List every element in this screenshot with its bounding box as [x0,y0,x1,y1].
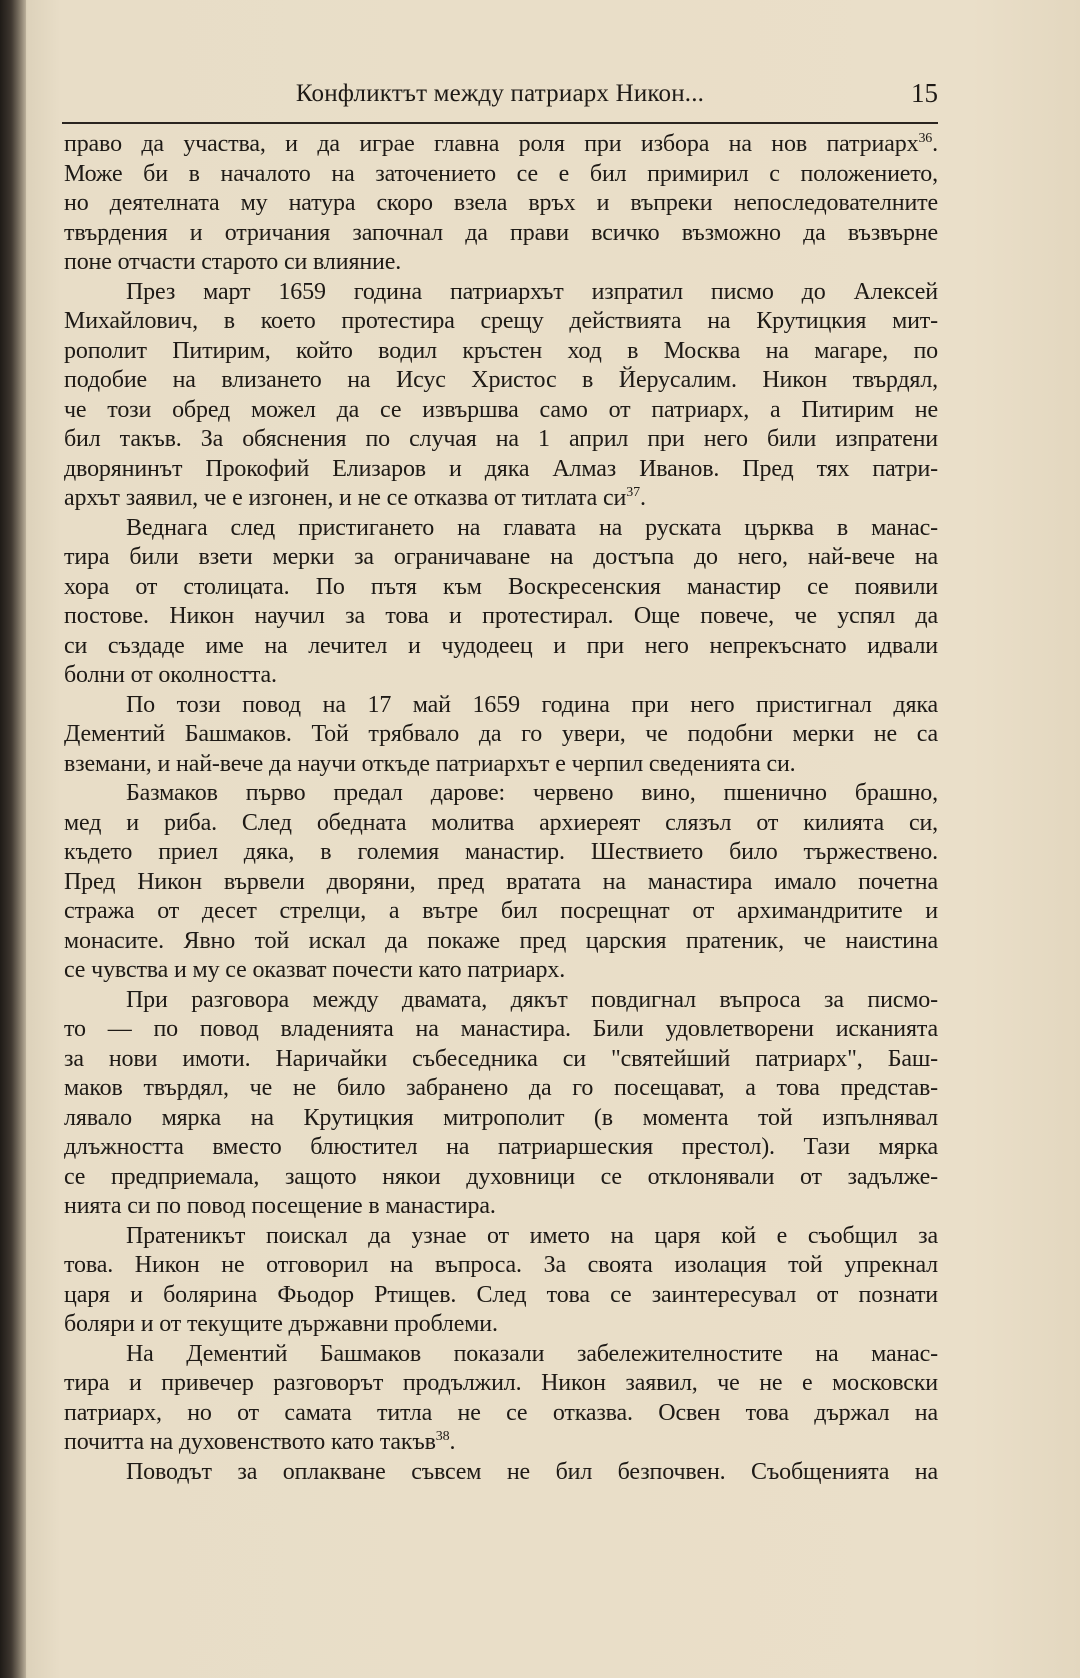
text-line-content: Михайлович, в което протестира срещу действията на Крутицкия мит- [64,308,938,334]
text-line [64,1399,938,1429]
text-line [64,809,938,839]
text-line-content: че този обред можел да се извършва само от патриарх, а Питирим не [64,396,938,423]
text-line-content: където приел дяка, в големия манастир. Шествието било тържествено. [64,839,938,865]
text-line [64,248,938,278]
text-line [64,720,938,750]
text-line [64,1281,938,1311]
text-line-content: царя и болярина Фьодор Ртищев. След това се заинтересувал от познати [64,1281,938,1308]
text-line [64,573,938,603]
text-line [64,956,938,986]
text-line [64,1015,938,1045]
text-line-content: Пратеникът поискал да узнае от името на царя кой е съобщил за [126,1222,938,1249]
running-title: Конфликтът между патриарх Никон... [295,80,705,107]
text-line-content: По този повод на 17 май 1659 година при него пристигнал дяка [126,691,938,718]
text-line [64,1133,938,1163]
text-line [64,160,938,190]
body-text [64,130,938,1630]
text-line [64,1163,938,1193]
text-line [64,307,938,337]
text-line [64,514,938,544]
text-line-content: за нови имоти. Наричайки събеседника си "святейший патриарх", Баш- [64,1045,938,1072]
text-line [64,691,938,721]
text-line [64,1104,938,1134]
trailing-punctuation: . [449,1429,456,1455]
text-line-content: бил такъв. За обяснения по случая на 1 април при него били изпратени [64,426,938,452]
text-line-content: нията си по повод посещение в манастира. [64,1193,496,1219]
footnote-ref: 36 [918,131,933,146]
text-line [64,1428,938,1458]
text-line-content: дворянинът Прокофий Елизаров и дяка Алмаз Иванов. Пред тях патри- [64,455,938,482]
text-line [64,1310,938,1340]
text-line [64,897,938,927]
text-line-content: боляри и от текущите държавни проблеми. [64,1311,498,1337]
text-line-content: се чувства и му се оказват почести като патриарх. [64,957,566,983]
text-line [64,396,938,426]
text-line-content: лявало мярка на Крутицкия митрополит (в момента той изпълнявал [64,1104,938,1131]
text-line [64,779,938,809]
text-line-content: се предприемала, защото някои духовници се отклонявали от задълже- [64,1163,938,1190]
page-header [62,78,938,124]
text-line-content: Поводът за оплакване съвсем не бил безпочвен. Съобщенията на [126,1458,938,1485]
text-line [64,750,938,780]
text-line [64,838,938,868]
text-line-content: Дементий Башмаков. Той трябвало да го увери, че подобни мерки не са [64,721,938,747]
text-line [64,543,938,573]
text-line [64,425,938,455]
footnote-ref: 38 [435,1429,450,1444]
text-line [64,366,938,396]
text-line-content: подобие на влизането на Исус Христос в Йерусалим. Никон твърдял, [64,367,938,393]
text-line [64,927,938,957]
text-line-content: тира били взети мерки за ограничаване на достъпа до него, най-вече на [64,544,938,570]
text-line-content: архът заявил, че е изгонен, и не се отказва от титлата си [64,485,627,511]
text-line [64,986,938,1016]
text-line [64,484,938,514]
trailing-punctuation: . [639,485,646,511]
text-line-content: монасите. Явно той искал да покаже пред царския пратеник, че наистина [64,927,938,954]
text-line-content: постове. Никон научил за това и протестирал. Още повече, че успял да [64,603,938,629]
text-line-content: твърдения и отричания започнал да прави всичко възможно да възвърне [64,219,938,246]
trailing-punctuation: . [932,131,938,157]
text-line-content: Базмаков първо предал дарове: червено вино, пшенично брашно, [126,780,938,806]
text-line-content: През март 1659 година патриархът изпратил писмо до Алексей [126,278,938,305]
text-line-content: рополит Питирим, който водил кръстен ход в Москва на магаре, по [64,337,938,364]
text-line-content: това. Никон не отговорил на въпроса. За своята изолация той упрекнал [64,1252,938,1278]
text-line [64,602,938,632]
text-line [64,1074,938,1104]
text-line [64,1045,938,1075]
text-line-content: почитта на духовенството като такъв [64,1429,436,1455]
text-line [64,337,938,367]
text-line-content: На Дементий Башмаков показали забележителностите на манас- [126,1340,938,1367]
footnote-ref: 37 [626,485,640,500]
page-number: 15 [911,78,938,108]
text-line [64,1340,938,1370]
text-line [64,1458,938,1488]
text-line [64,455,938,485]
text-line-content: си създаде име на лечител и чудодеец и при него непрекъснато идвали [64,632,938,659]
text-line-content: мед и риба. След обедната молитва архиереят слязъл от килията си, [64,809,938,836]
text-line-content: Пред Никон вървели дворяни, пред вратата на манастира имало почетна [64,868,938,895]
text-line [64,1222,938,1252]
text-line-content: то — по повод владенията на манастира. Били удовлетворени исканията [64,1016,938,1042]
text-line-content: хора от столицата. По пътя към Воскресенския манастир се появили [64,573,938,600]
text-line-content: длъжността вместо блюстител на патриаршеския престол). Тази мярка [64,1134,938,1160]
text-line [64,632,938,662]
text-line-content: вземани, и най-вече да научи откъде патриархът е черпил сведенията си. [64,750,796,777]
text-line-content: поне отчасти старото си влияние. [64,249,402,275]
text-line [64,130,938,160]
text-line [64,661,938,691]
text-line-content: стража от десет стрелци, а вътре бил посрещнат от архимандритите и [64,898,938,924]
text-line [64,1192,938,1222]
text-line-content: маков твърдял, че не било забранено да го посещават, а това представ- [64,1075,938,1101]
text-line-content: Може би в началото на заточението се е бил примирил с положението, [64,160,938,187]
text-line-content: При разговора между двамата, дякът повдигнал въпроса за писмо- [126,986,938,1013]
text-line-content: но деятелната му натура скоро взела връх и въпреки непоследователните [64,190,938,216]
text-line [64,1369,938,1399]
text-line [64,1251,938,1281]
text-line [64,189,938,219]
binding-shadow [0,0,26,1678]
text-line-content: Веднага след пристигането на главата на руската църква в манас- [126,514,938,541]
text-line [64,219,938,249]
text-line-content: тира и привечер разговорът продължил. Никон заявил, че не е московски [64,1370,938,1396]
text-line-content: право да участва, и да играе главна роля при избора на нов патриарх [64,131,919,157]
text-line-content: болни от околността. [64,662,277,688]
text-line [64,278,938,308]
text-line [64,868,938,898]
text-line-content: патриарх, но от самата титла не се отказва. Освен това държал на [64,1399,938,1426]
